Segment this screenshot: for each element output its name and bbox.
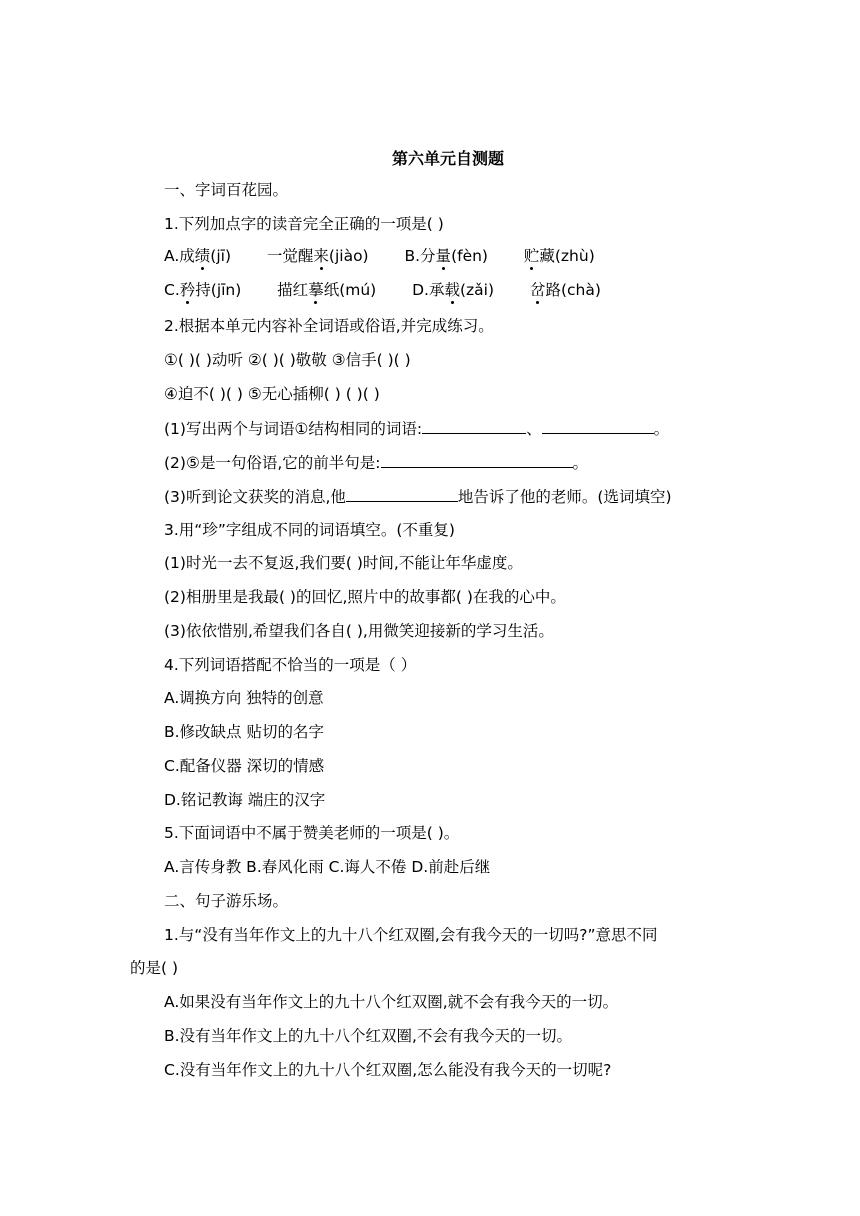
- question-2-items-row1: ①( )( )动听 ②( )( )敬敬 ③信手( )( ): [164, 351, 411, 369]
- section-1-heading: 一、字词百花园。: [164, 181, 289, 199]
- question-2-sub-2: [164, 452, 588, 473]
- option-a-word2-post: (jiào): [328, 247, 369, 265]
- option-a-word2-pre: 一觉醒: [266, 247, 314, 265]
- separator: 、: [526, 420, 542, 438]
- sub-question-text: (1)写出两个与词语①结构相同的词语:: [164, 420, 423, 438]
- section-2-question-1-option-b: B.没有当年作文上的九十八个红双圈,不会有我今天的一切。: [164, 1027, 572, 1045]
- section-2-question-1-option-a: A.如果没有当年作文上的九十八个红双圈,就不会有我今天的一切。: [164, 993, 619, 1011]
- question-2-sub-3: [164, 486, 672, 507]
- question-3: 3.用“珍”字组成不同的词语填空。(不重复): [164, 521, 455, 539]
- question-1: 1.下列加点字的读音完全正确的一项是( ): [164, 215, 444, 233]
- section-2-question-1-line2: 的是( ): [130, 959, 179, 977]
- dotted-char: 摹: [308, 281, 324, 299]
- option-c-word2-post: 纸(mú): [323, 281, 377, 299]
- option-d-word2-post: 路(chà): [545, 281, 601, 299]
- period: 。: [653, 420, 670, 438]
- answer-blank[interactable]: [346, 486, 458, 502]
- question-1-options-ab: [164, 246, 595, 266]
- question-3-sub-2: (2)相册里是我最( )的回忆,照片中的故事都( )在我的心中。: [164, 588, 566, 606]
- question-3-sub-3: (3)依依惜别,希望我们各自( ),用微笑迎接新的学习生活。: [164, 622, 554, 640]
- dotted-char: 岔: [529, 281, 546, 299]
- option-b-word2-post: 藏(zhù): [539, 247, 595, 265]
- option-b-word1-post: (fèn): [451, 247, 488, 265]
- question-2-items-row2: ④迫不( )( ) ⑤无心插柳( ) ( )( ): [164, 385, 380, 403]
- question-4: 4.下列词语搭配不恰当的一项是（ ）: [164, 656, 417, 674]
- option-c-word1-pre: C.: [164, 281, 180, 299]
- option-c-word2-pre: 描红: [277, 281, 309, 299]
- option-a-word1-post: (jī): [210, 247, 231, 265]
- question-3-sub-1: (1)时光一去不复返,我们要( )时间,不能让年华虚度。: [164, 554, 523, 572]
- answer-blank[interactable]: [542, 418, 654, 434]
- dotted-char: 来: [313, 247, 329, 265]
- option-a-word1-pre: A.成: [164, 247, 195, 265]
- question-4-option-a: A.调换方向 独特的创意: [164, 689, 324, 707]
- option-d-word1-pre: D.承: [412, 281, 445, 299]
- dotted-char: 绩: [194, 247, 211, 265]
- sub-question-text: (3)听到论文获奖的消息,他: [164, 488, 346, 506]
- dotted-char: 量: [435, 247, 452, 265]
- dotted-char: 贮: [523, 247, 540, 265]
- section-2-question-1-line1: 1.与“没有当年作文上的九十八个红双圈,会有我今天的一切吗?”意思不同: [164, 926, 658, 944]
- question-4-option-c: C.配备仪器 深切的情感: [164, 757, 325, 775]
- answer-blank[interactable]: [422, 418, 526, 434]
- sub-question-text-end: 地告诉了他的老师。(选词填空): [457, 488, 672, 506]
- question-2: 2.根据本单元内容补全词语或俗语,并完成练习。: [164, 317, 494, 335]
- section-2-heading: 二、句子游乐场。: [164, 892, 289, 910]
- sub-question-text: (2)⑤是一句俗语,它的前半句是:: [164, 454, 381, 472]
- page-title: 第六单元自测题: [391, 149, 504, 168]
- section-2-question-1-option-c: C.没有当年作文上的九十八个红双圈,怎么能没有我今天的一切呢?: [164, 1061, 612, 1079]
- question-2-sub-1: [164, 418, 669, 439]
- dotted-char: 载: [444, 281, 460, 299]
- period: 。: [572, 454, 589, 472]
- option-b-word1-pre: B.分: [404, 247, 436, 265]
- question-5-options: A.言传身教 B.春风化雨 C.诲人不倦 D.前赴后继: [164, 858, 491, 876]
- option-d-word1-post: (zǎi): [460, 281, 495, 299]
- question-1-options-cd: [164, 280, 601, 300]
- question-5: 5.下面词语中不属于赞美老师的一项是( )。: [164, 824, 460, 842]
- question-4-option-d: D.铭记教诲 端庄的汉字: [164, 791, 326, 809]
- option-c-word1-post: 持(jīn): [195, 281, 242, 299]
- answer-blank[interactable]: [381, 452, 573, 468]
- question-4-option-b: B.修改缺点 贴切的名字: [164, 723, 324, 741]
- dotted-char: 矜: [179, 281, 196, 299]
